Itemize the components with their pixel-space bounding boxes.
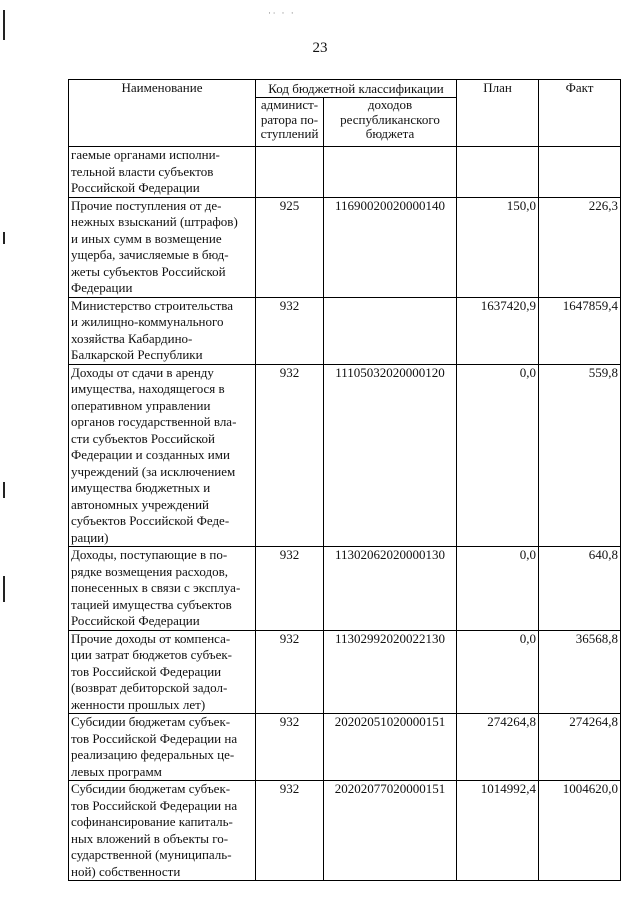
row-plan: 0,0 bbox=[457, 630, 539, 714]
table-row bbox=[69, 547, 621, 631]
row-income-code bbox=[324, 147, 457, 198]
row-income-code: 11302062020000130 bbox=[324, 547, 457, 631]
table-body bbox=[69, 147, 621, 881]
header-name: Наименование bbox=[69, 80, 256, 147]
row-income-code bbox=[324, 297, 457, 364]
table-row bbox=[69, 297, 621, 364]
row-name: Прочие поступления от де- нежных взысканий (штрафов) и иных сумм в возмещение ущерба, зачисляемые в бюд- жеты субъектов Российской Федерации bbox=[69, 197, 256, 297]
header-admin: админист- ратора по- ступлений bbox=[256, 98, 324, 147]
row-admin-code: 932 bbox=[256, 714, 324, 781]
page-number: 23 bbox=[312, 40, 328, 56]
header-plan: План bbox=[457, 80, 539, 147]
row-admin-code: 932 bbox=[256, 297, 324, 364]
table-row bbox=[69, 714, 621, 781]
row-admin-code: 932 bbox=[256, 364, 324, 547]
table-row bbox=[69, 364, 621, 547]
row-plan: 150,0 bbox=[457, 197, 539, 297]
row-name: гаемые органами исполни- тельной власти субъектов Российской Федерации bbox=[69, 147, 256, 198]
row-admin-code: 932 bbox=[256, 781, 324, 881]
row-admin-code: 932 bbox=[256, 547, 324, 631]
row-name: Доходы, поступающие в по- рядке возмещения расходов, понесенных в связи с эксплуа- тацией имущества субъектов Российской Федерации bbox=[69, 547, 256, 631]
row-income-code: 11105032020000120 bbox=[324, 364, 457, 547]
row-income-code: 11302992020022130 bbox=[324, 630, 457, 714]
row-fact: 274264,8 bbox=[539, 714, 621, 781]
row-income-code: 20202077020000151 bbox=[324, 781, 457, 881]
header-budget-code: Код бюджетной классификации bbox=[256, 80, 457, 98]
row-fact: 559,8 bbox=[539, 364, 621, 547]
row-name: Министерство строительства и жилищно-коммунального хозяйства Кабардино- Балкарской Республики bbox=[69, 297, 256, 364]
row-plan: 1637420,9 bbox=[457, 297, 539, 364]
margin-line bbox=[3, 576, 5, 602]
header-income: доходов республиканского бюджета bbox=[324, 98, 457, 147]
row-plan: 274264,8 bbox=[457, 714, 539, 781]
margin-line bbox=[3, 482, 5, 498]
margin-line bbox=[3, 232, 5, 244]
row-admin-code bbox=[256, 147, 324, 198]
row-plan bbox=[457, 147, 539, 198]
row-admin-code: 925 bbox=[256, 197, 324, 297]
row-name: Прочие доходы от компенса- ции затрат бюджетов субъек- тов Российской Федерации (возврат дебиторской задол- женности прошлых лет) bbox=[69, 630, 256, 714]
row-fact bbox=[539, 147, 621, 198]
row-fact: 1647859,4 bbox=[539, 297, 621, 364]
row-name: Субсидии бюджетам субъек- тов Российской Федерации на софинансирование капиталь- ных вложений в объекты го- сударственной (муниципаль- ной) собственности bbox=[69, 781, 256, 881]
row-fact: 36568,8 bbox=[539, 630, 621, 714]
margin-line bbox=[3, 10, 5, 40]
row-fact: 226,3 bbox=[539, 197, 621, 297]
row-income-code: 20202051020000151 bbox=[324, 714, 457, 781]
row-plan: 1014992,4 bbox=[457, 781, 539, 881]
row-name: Субсидии бюджетам субъек- тов Российской Федерации на реализацию федеральных це- левых программ bbox=[69, 714, 256, 781]
row-plan: 0,0 bbox=[457, 547, 539, 631]
budget-table bbox=[68, 79, 621, 881]
row-income-code: 11690020020000140 bbox=[324, 197, 457, 297]
row-fact: 1004620,0 bbox=[539, 781, 621, 881]
row-fact: 640,8 bbox=[539, 547, 621, 631]
row-admin-code: 932 bbox=[256, 630, 324, 714]
table-row bbox=[69, 147, 621, 198]
row-name: Доходы от сдачи в аренду имущества, находящегося в оперативном управлении органов государственной вла- сти субъектов Российской Федерации и созданных ими учреждений (за исключением имущества бюджетных и автономных учреждений субъектов Российской Феде- рации) bbox=[69, 364, 256, 547]
table-row bbox=[69, 630, 621, 714]
table-row bbox=[69, 781, 621, 881]
scan-mark: ·∙ · · bbox=[268, 8, 296, 18]
row-plan: 0,0 bbox=[457, 364, 539, 547]
table-row bbox=[69, 197, 621, 297]
header-fact: Факт bbox=[539, 80, 621, 147]
